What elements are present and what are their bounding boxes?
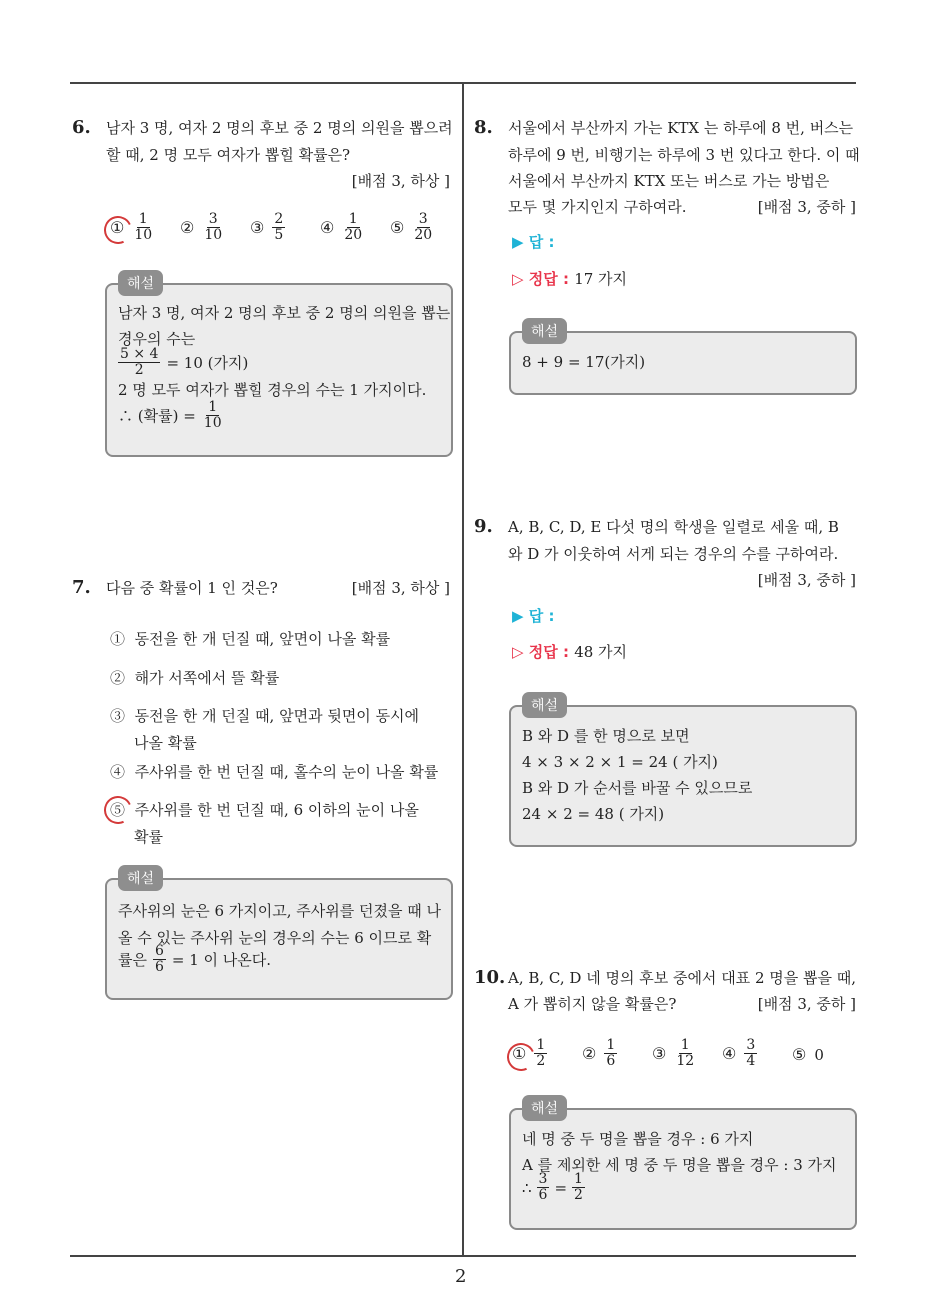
question-7-text: 다음 중 확률이 1 인 것은? xyxy=(106,579,278,597)
explanation-text: B 와 D 를 한 명으로 보면 xyxy=(522,727,690,745)
formula-prefix: ∴ xyxy=(522,1178,532,1197)
explanation-tag: 해설 xyxy=(522,692,567,718)
q7-choice-1[interactable] xyxy=(110,630,390,648)
fraction xyxy=(272,212,285,244)
numerator: 3 xyxy=(746,1037,756,1053)
formula-rest: = 10 (가지) xyxy=(166,353,249,372)
choice-marker: ② xyxy=(582,1044,597,1064)
q7-choice-4[interactable] xyxy=(110,763,438,781)
formula-prefix: 률은 xyxy=(118,950,147,969)
question-8-text: 하루에 9 번, 비행기는 하루에 3 번 있다고 한다. 이 때 xyxy=(508,146,860,164)
question-6-text: 남자 3 명, 여자 2 명의 후보 중 2 명의 의원을 뽑으려 xyxy=(106,119,453,137)
fraction xyxy=(744,1038,757,1070)
page-number: 2 xyxy=(455,1266,467,1287)
choice-marker: ④ xyxy=(110,763,126,781)
choice-marker: ③ xyxy=(652,1044,667,1064)
fraction xyxy=(604,1038,617,1070)
fraction xyxy=(202,400,224,432)
question-10-text: A 가 뽑히지 않을 확률은? xyxy=(508,995,677,1013)
equals-sign: = xyxy=(554,1178,568,1197)
explanation-text: 남자 3 명, 여자 2 명의 후보 중 2 명의 의원을 뽑는 xyxy=(118,304,451,322)
q10-choice-3[interactable] xyxy=(652,1038,696,1070)
choice-marker: ① xyxy=(110,630,126,648)
denominator: 2 xyxy=(536,1053,546,1070)
explanation-text: 주사위의 눈은 6 가지이고, 주사위를 던졌을 때 나 xyxy=(118,902,441,920)
choice-text: 0 xyxy=(814,1045,824,1064)
numerator: 1 xyxy=(208,399,218,415)
question-8-score: [배점 3, 중하 ] xyxy=(757,198,856,216)
denominator: 12 xyxy=(676,1053,695,1070)
correct-label: ▷ 정답 : xyxy=(512,643,569,661)
explanation-text: A 를 제외한 세 명 중 두 명을 뽑을 경우 : 3 가지 xyxy=(522,1156,837,1174)
fraction xyxy=(202,212,224,244)
numerator: 1 xyxy=(574,1171,583,1187)
correct-label: ▷ 정답 : xyxy=(512,270,569,288)
question-9-text: 와 D 가 이웃하여 서게 되는 경우의 수를 구하여라. xyxy=(508,545,839,563)
fraction xyxy=(537,1172,550,1204)
fraction xyxy=(342,212,364,244)
q10-choice-5[interactable] xyxy=(792,1045,824,1064)
choice-marker: ⑤ xyxy=(792,1045,807,1064)
q6-choice-1[interactable] xyxy=(110,212,154,244)
fraction xyxy=(132,212,154,244)
denominator: 2 xyxy=(134,362,144,379)
explanation-text: B 와 D 가 순서를 바꿀 수 있으므로 xyxy=(522,779,753,797)
question-8-number: 8. xyxy=(474,117,493,138)
correct-answer xyxy=(512,641,627,662)
answer-label: ▶ 답 : xyxy=(512,607,555,625)
fraction xyxy=(534,1038,547,1070)
q7-choice-5-cont: 확률 xyxy=(134,828,163,846)
correct-value: 48 가지 xyxy=(574,643,628,661)
question-8-text: 서울에서 부산까지 KTX 또는 버스로 가는 방법은 xyxy=(508,172,830,190)
correct-answer xyxy=(512,268,627,289)
answer-label: ▶ 답 : xyxy=(512,233,555,251)
denominator: 20 xyxy=(344,227,363,244)
choice-marker: ① xyxy=(512,1044,527,1064)
explanation-formula xyxy=(522,1172,585,1204)
numerator: 6 xyxy=(154,943,164,959)
choice-marker: ⑤ xyxy=(110,801,126,819)
choice-marker: ① xyxy=(110,218,125,238)
denominator: 6 xyxy=(154,959,164,976)
numerator: 2 xyxy=(274,211,284,227)
numerator: 1 xyxy=(138,211,148,227)
choice-marker: ⑤ xyxy=(390,218,405,238)
explanation-text: 4 × 3 × 2 × 1 = 24 ( 가지) xyxy=(522,753,718,771)
explanation-text: 24 × 2 = 48 ( 가지) xyxy=(522,805,665,823)
explanation-text: 올 수 있는 주사위 눈의 경우의 수는 6 이므로 확 xyxy=(118,929,432,947)
denominator: 2 xyxy=(574,1187,583,1204)
q6-choice-4[interactable] xyxy=(320,212,364,244)
numerator: 5 × 4 xyxy=(120,346,159,362)
question-9-number: 9. xyxy=(474,516,493,537)
fraction xyxy=(572,1172,585,1204)
explanation-tag: 해설 xyxy=(118,865,163,891)
question-10-score: [배점 3, 중하 ] xyxy=(757,995,856,1013)
question-9-score: [배점 3, 중하 ] xyxy=(757,571,856,589)
fraction xyxy=(674,1038,696,1070)
question-10-text: A, B, C, D 네 명의 후보 중에서 대표 2 명을 뽑을 때, xyxy=(508,969,857,987)
fraction xyxy=(153,944,166,976)
question-10-number: 10. xyxy=(474,967,506,988)
denominator: 5 xyxy=(274,227,284,244)
question-7-score: [배점 3, 하상 ] xyxy=(351,579,450,597)
numerator: 1 xyxy=(536,1037,546,1053)
explanation-tag: 해설 xyxy=(522,1095,567,1121)
choice-marker: ② xyxy=(180,218,195,238)
q7-choice-2[interactable] xyxy=(110,669,279,687)
explanation-formula xyxy=(118,944,271,976)
question-8-text: 모두 몇 가지인지 구하여라. xyxy=(508,198,687,216)
q6-choice-2[interactable] xyxy=(180,212,224,244)
denominator: 20 xyxy=(414,227,433,244)
explanation-text: 2 명 모두 여자가 뽑힐 경우의 수는 1 가지이다. xyxy=(118,381,427,399)
denominator: 10 xyxy=(134,227,153,244)
numerator: 3 xyxy=(538,1171,548,1187)
question-7-number: 7. xyxy=(72,577,91,598)
formula-prefix: ∴ (확률) = xyxy=(118,406,196,425)
q10-choice-2[interactable] xyxy=(582,1038,617,1070)
fraction xyxy=(412,212,434,244)
explanation-formula xyxy=(118,347,248,379)
denominator: 10 xyxy=(204,227,223,244)
denominator: 6 xyxy=(606,1053,616,1070)
question-6-text: 할 때, 2 명 모두 여자가 뽑힐 확률은? xyxy=(106,146,351,164)
explanation-tag: 해설 xyxy=(118,270,163,296)
question-6-score: [배점 3, 하상 ] xyxy=(351,172,450,190)
q7-choice-5[interactable] xyxy=(110,801,419,819)
q6-choice-5[interactable] xyxy=(390,212,434,244)
denominator: 4 xyxy=(746,1053,756,1070)
choice-marker: ② xyxy=(110,669,126,687)
choice-marker: ③ xyxy=(110,707,126,725)
bottom-rule xyxy=(70,1255,856,1257)
explanation-text: 네 명 중 두 명을 뽑을 경우 : 6 가지 xyxy=(522,1130,754,1148)
explanation-formula xyxy=(118,400,224,432)
choice-marker: ④ xyxy=(320,218,335,238)
explanation-text: 8 + 9 = 17(가지) xyxy=(522,353,646,371)
choice-text: 주사위를 한 번 던질 때, 6 이하의 눈이 나올 xyxy=(134,801,419,819)
explanation-text: 경우의 수는 xyxy=(118,330,196,348)
choice-text: 주사위를 한 번 던질 때, 홀수의 눈이 나올 확률 xyxy=(134,763,439,781)
choice-text: 동전을 한 개 던질 때, 앞면이 나올 확률 xyxy=(134,630,391,648)
choice-text: 동전을 한 개 던질 때, 앞면과 뒷면이 동시에 xyxy=(134,707,420,725)
numerator: 1 xyxy=(680,1037,690,1053)
fraction xyxy=(118,347,160,379)
denominator: 6 xyxy=(538,1187,548,1204)
numerator: 3 xyxy=(208,211,218,227)
correct-value: 17 가지 xyxy=(574,270,628,288)
explanation-tag: 해설 xyxy=(522,318,567,344)
question-6-number: 6. xyxy=(72,117,91,138)
choice-text: 해가 서쪽에서 뜰 확률 xyxy=(134,669,280,687)
numerator: 1 xyxy=(606,1037,616,1053)
question-8-text: 서울에서 부산까지 가는 KTX 는 하루에 8 번, 버스는 xyxy=(508,119,854,137)
numerator: 1 xyxy=(348,211,358,227)
choice-marker: ③ xyxy=(250,218,265,238)
q7-choice-3[interactable] xyxy=(110,707,419,725)
column-divider xyxy=(462,84,464,1256)
denominator: 10 xyxy=(203,415,222,432)
q6-choice-3[interactable] xyxy=(250,212,285,244)
numerator: 3 xyxy=(418,211,428,227)
q7-choice-3-cont: 나올 확률 xyxy=(134,734,197,752)
formula-rest: = 1 이 나온다. xyxy=(171,950,272,969)
q10-choice-4[interactable] xyxy=(722,1038,757,1070)
q10-choice-1[interactable] xyxy=(512,1038,547,1070)
choice-marker: ④ xyxy=(722,1044,737,1064)
question-9-text: A, B, C, D, E 다섯 명의 학생을 일렬로 세울 때, B xyxy=(508,518,839,536)
